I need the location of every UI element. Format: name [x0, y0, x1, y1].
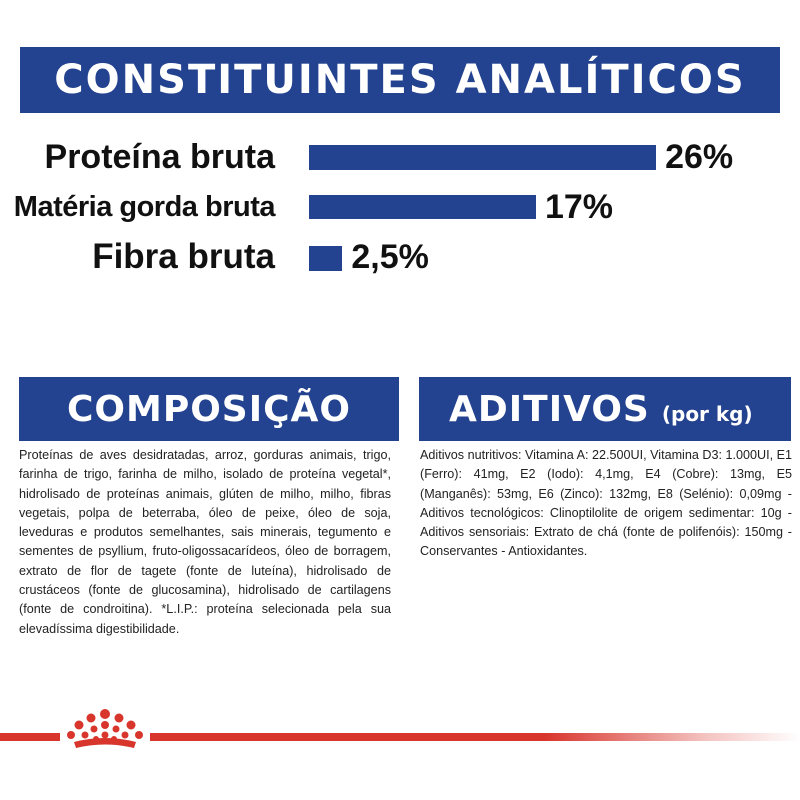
analytics-label: Matéria gorda bruta: [13, 191, 275, 223]
composition-text: Proteínas de aves desidratadas, arroz, gorduras animais, trigo, farinha de trigo, farinha de milho, isolado de proteína vegetal*, hidrolisado de proteínas animais, glúten de milho, milho, fibras vegetais, polpa de beterraba, óleo de peixe, óleo de soja, leveduras e produtos semelhantes, sais minerais, tegumento e sementes de psyllium, fruto-oligossacarídeos, óleo de borragem, extrato de flor de tagete (fonte de luteína), hidrolisado de crustáceos (fonte de glucosamina), hidrolisado de cartilagens (fonte de condroitina). *L.I.P.: proteína selecionada pela sua elevadíssima digestibilidade.: [19, 448, 391, 636]
additives-text: Aditivos nutritivos: Vitamina A: 22.500UI, Vitamina D3: 1.000UI, E1 (Ferro): 41mg, E2 (Iodo): 4,1mg, E4 (Cobre): 13mg, E5 (Manganês): 53mg, E6 (Zinco): 132mg, E8 (Selénio): 0,09mg - Aditivos tecnológicos: Clinoptilolite de origem sedimentar: 10g - Aditivos sensoriais: Extrato de chá (fonte de polifenóis): 150mg - Conservantes - Antioxidantes.: [420, 448, 792, 559]
analytics-title: CONSTITUINTES ANALÍTICOS: [54, 57, 746, 103]
composition-title-banner: [19, 377, 399, 441]
composition-title: COMPOSIÇÃO: [66, 388, 352, 430]
analytics-value: 2,5%: [351, 238, 429, 276]
analytics-bar: [309, 195, 536, 219]
additives-title: ADITIVOS: [449, 388, 650, 430]
analytics-title-banner: [20, 47, 780, 113]
analytics-bar: [309, 246, 342, 271]
analytics-label: Fibra bruta: [92, 237, 275, 276]
additives-title-banner: [419, 377, 791, 441]
analytics-bar: [309, 145, 656, 170]
analytics-value: 17%: [544, 188, 613, 226]
analytics-label: Proteína bruta: [44, 138, 275, 176]
analytics-row-fibre: [0, 237, 800, 277]
crown-icon: [60, 708, 150, 754]
additives-subtitle: (por kg): [661, 402, 753, 426]
analytics-row-fat: [0, 187, 800, 227]
analytics-value: 26%: [665, 138, 734, 176]
crown-icon-graphic: [60, 708, 150, 754]
analytics-row-protein: [0, 137, 800, 177]
